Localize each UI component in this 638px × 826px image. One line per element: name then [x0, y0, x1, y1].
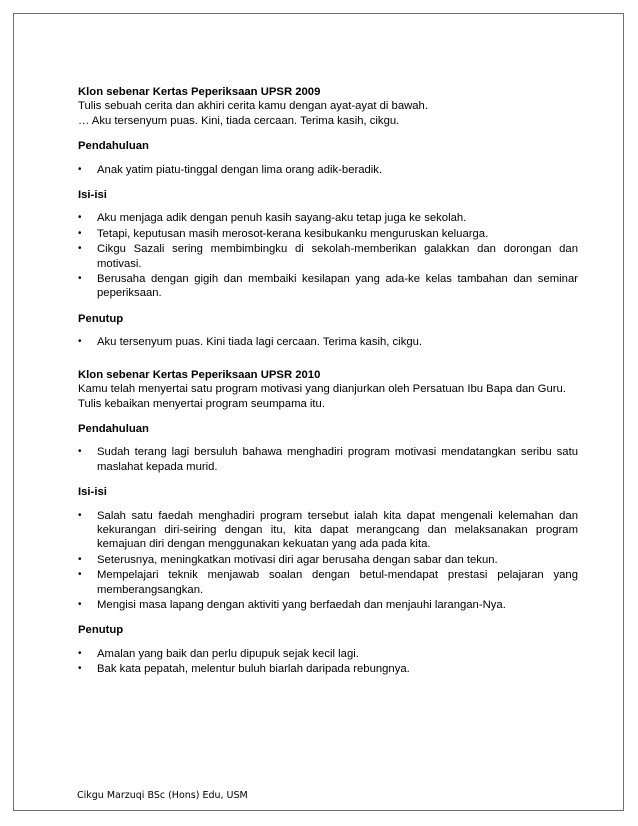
list-item: • Tetapi, keputusan masih merosot-kerana kesibukanku menguruskan keluarga.: [78, 227, 489, 240]
bullet-icon: •: [78, 336, 82, 348]
pendahuluan-list: [78, 445, 578, 474]
list-item: • Aku tersenyum puas. Kini tiada lagi cercaan. Terima kasih, cikgu.: [78, 336, 423, 349]
isi-isi-list: [78, 509, 578, 613]
list-item: • Salah satu faedah menghadiri program tersebut ialah kita dapat mengenali kelemahan dan kekurangan diri-seiring dengan itu, kita dapat merangcang dan melaksanakan program kemajuan diri dengan menggunakan kekuatan yang ada pada kita.: [78, 509, 578, 551]
question-instruction: Kamu telah menyertai satu program motivasi yang dianjurkan oleh Persatuan Ibu Bapa dan Guru.: [78, 383, 566, 396]
bullet-icon: •: [78, 598, 82, 610]
page-footer: Cikgu Marzuqi BSc (Hons) Edu, USM: [77, 790, 248, 801]
bullet-icon: •: [78, 446, 82, 458]
document-content: [78, 85, 578, 678]
bullet-icon: •: [78, 163, 82, 175]
heading-pendahuluan: Pendahuluan: [78, 422, 149, 435]
heading-penutup: Penutup: [78, 312, 124, 325]
heading-isi-isi: Isi-isi: [78, 189, 107, 202]
penutup-list: [78, 335, 578, 349]
list-item: • Mempelajari teknik menjawab soalan dengan betul-mendapat prestasi pelajaran yang memberangsangkan.: [78, 569, 578, 596]
heading-pendahuluan: Pendahuluan: [78, 140, 149, 153]
section-title: Klon sebenar Kertas Peperiksaan UPSR 2010: [78, 368, 321, 381]
list-item: • Seterusnya, meningkatkan motivasi diri agar berusaha dengan sabar dan tekun.: [78, 553, 498, 566]
heading-penutup: Penutup: [78, 624, 124, 637]
bullet-icon: •: [78, 509, 82, 521]
pendahuluan-list: [78, 163, 578, 177]
bullet-icon: •: [78, 243, 82, 255]
question-ending: … Aku tersenyum puas. Kini, tiada cercaan. Terima kasih, cikgu.: [78, 114, 400, 127]
section-2009: [78, 85, 578, 350]
bullet-icon: •: [78, 273, 82, 285]
list-item: • Cikgu Sazali sering membimbingku di sekolah-memberikan galakkan dan dorongan dan motivasi.: [78, 243, 578, 270]
list-item: • Bak kata pepatah, melentur buluh biarlah daripada rebungnya.: [78, 663, 410, 676]
list-item: • Sudah terang lagi bersuluh bahawa menghadiri program motivasi mendatangkan seribu satu maslahat kepada murid.: [78, 446, 578, 473]
list-item: • Berusaha dengan gigih dan membaiki kesilapan yang ada-ke kelas tambahan dan seminar peperiksaan.: [78, 273, 578, 300]
bullet-icon: •: [78, 227, 82, 239]
bullet-icon: •: [78, 569, 82, 581]
penutup-list: [78, 647, 578, 677]
question-instruction: Tulis sebuah cerita dan akhiri cerita kamu dengan ayat-ayat di bawah.: [78, 100, 428, 113]
list-item: • Amalan yang baik dan perlu dipupuk sejak kecil lagi.: [78, 647, 359, 660]
list-item: • Aku menjaga adik dengan penuh kasih sayang-aku tetap juga ke sekolah.: [78, 212, 467, 225]
bullet-icon: •: [78, 212, 82, 224]
section-2010: [78, 368, 578, 677]
list-item: • Mengisi masa lapang dengan aktiviti yang berfaedah dan menjauhi larangan-Nya.: [78, 598, 506, 611]
bullet-icon: •: [78, 647, 82, 659]
section-title: Klon sebenar Kertas Peperiksaan UPSR 2009: [78, 86, 321, 98]
bullet-icon: •: [78, 663, 82, 675]
bullet-icon: •: [78, 553, 82, 565]
question-instruction-2: Tulis kebaikan menyertai program seumpama itu.: [78, 397, 325, 410]
document-page: [13, 13, 624, 811]
isi-isi-list: [78, 211, 578, 300]
list-item: • Anak yatim piatu-tinggal dengan lima orang adik-beradik.: [78, 163, 383, 176]
heading-isi-isi: Isi-isi: [78, 486, 107, 499]
